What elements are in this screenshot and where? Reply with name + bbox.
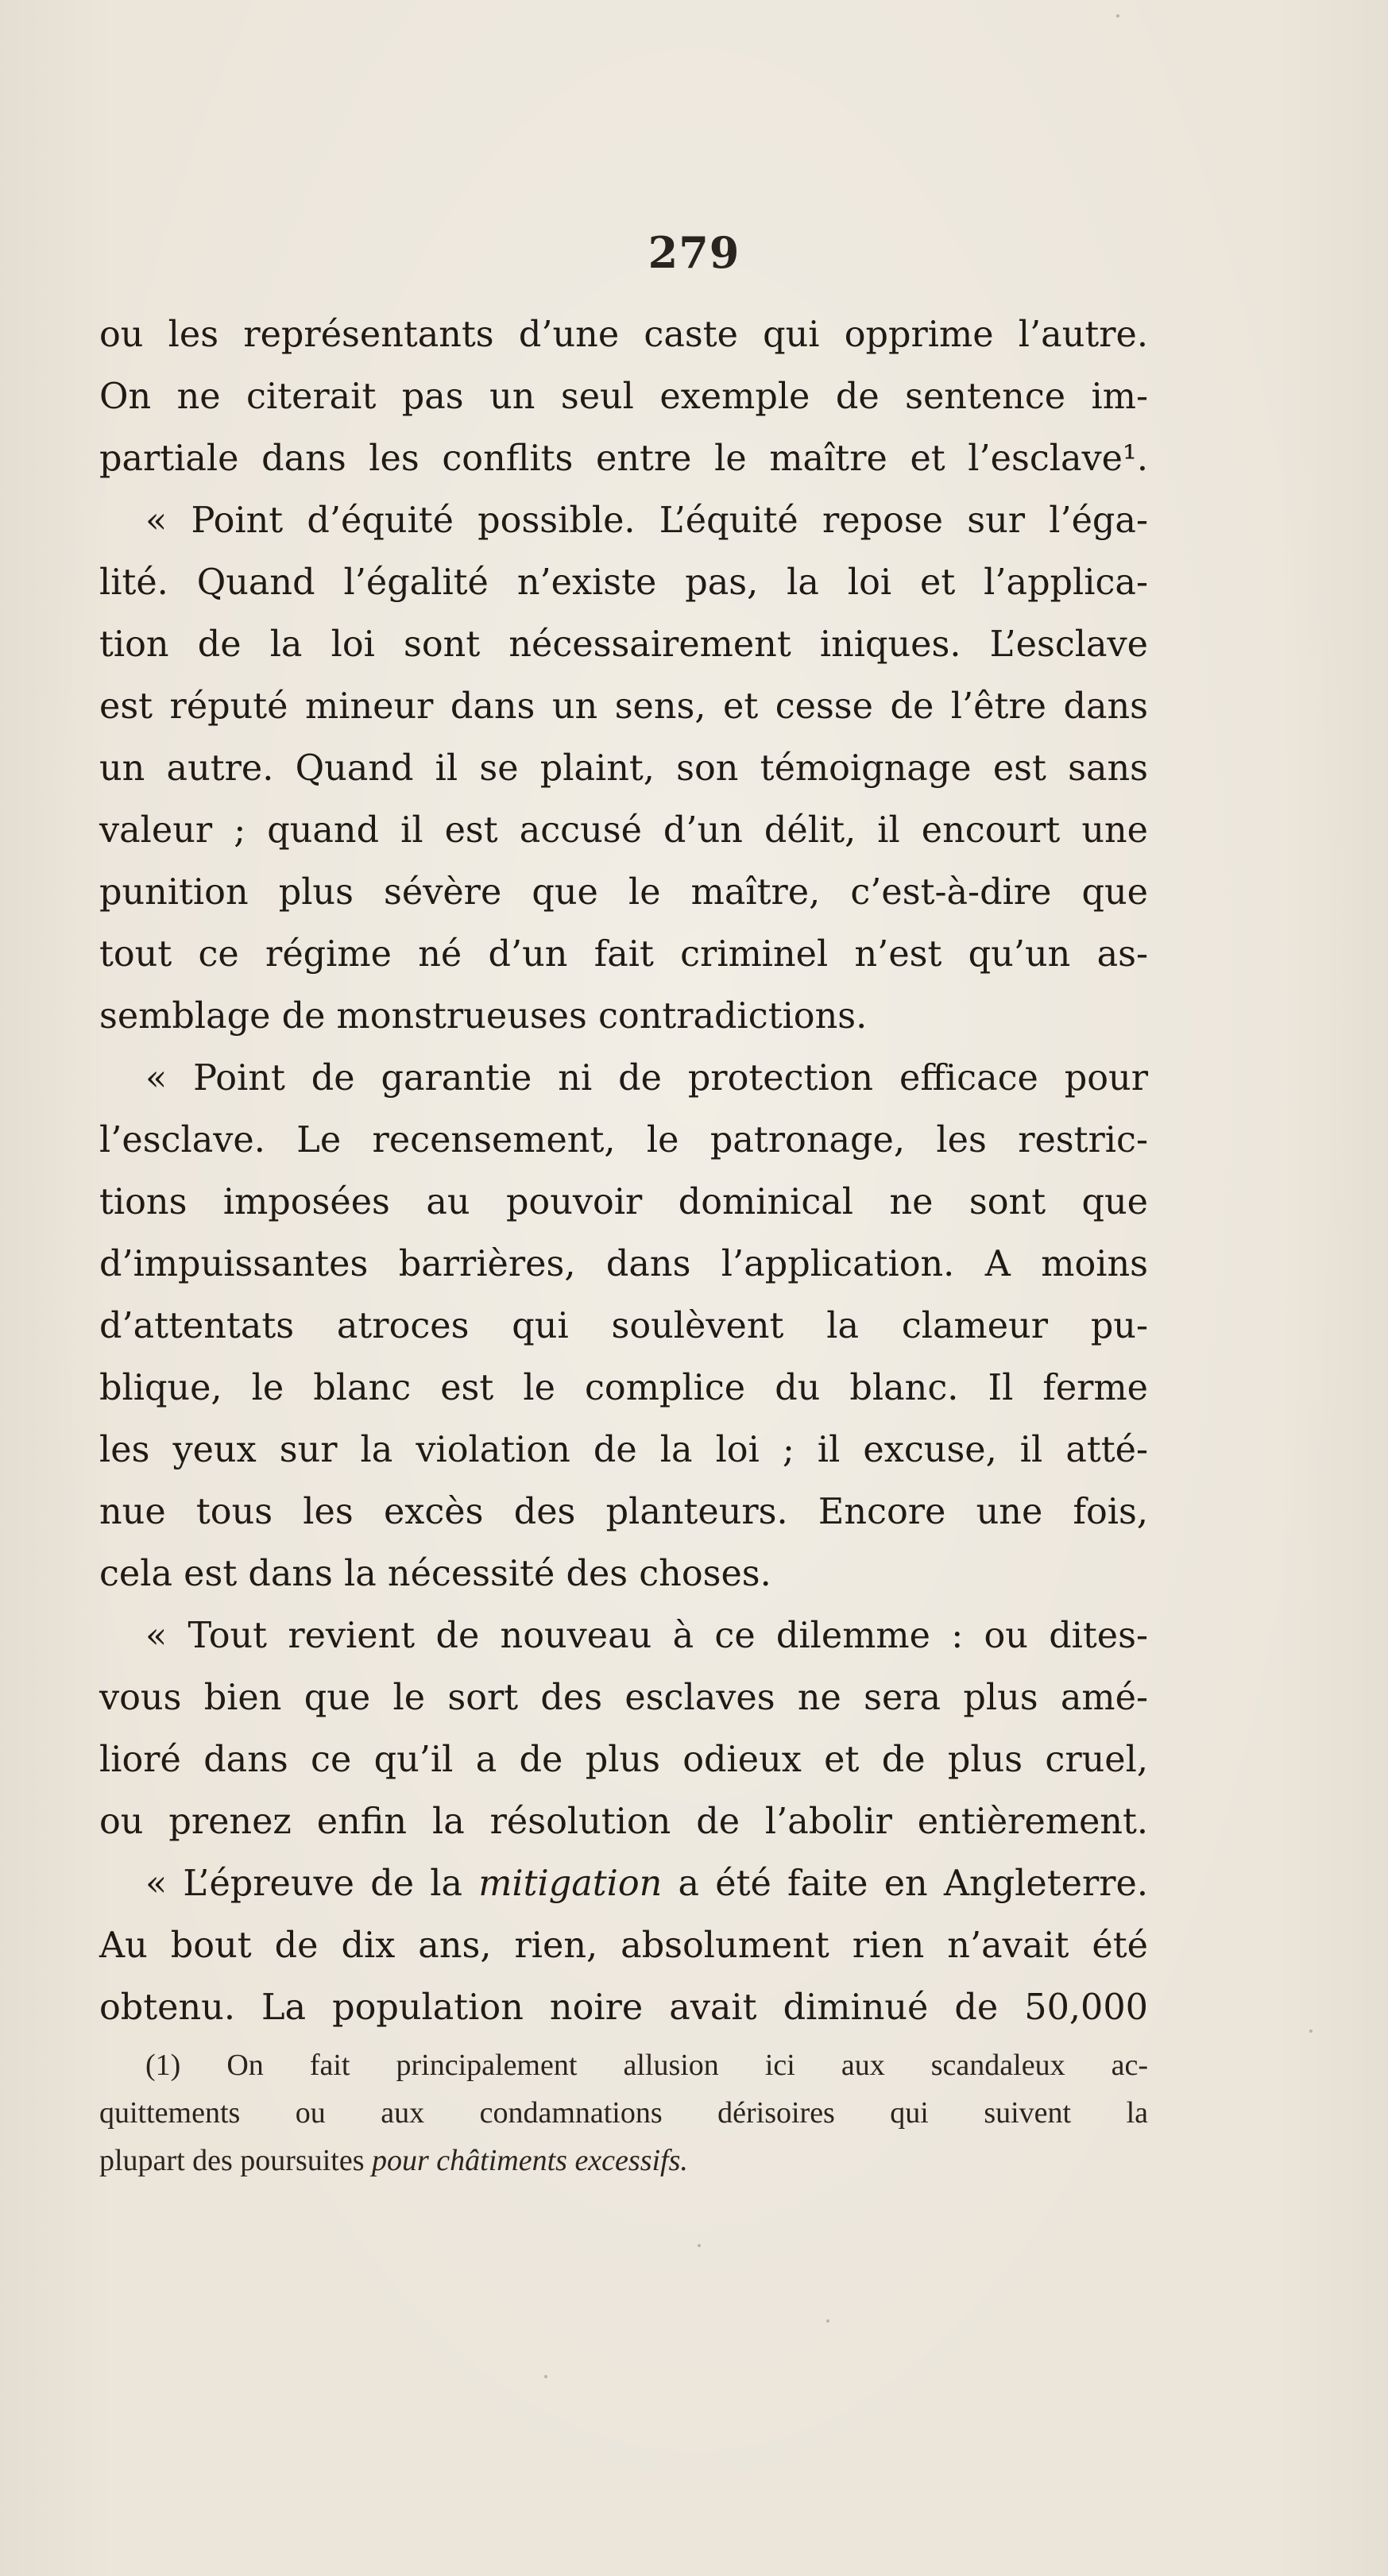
text-line: « Tout revient de nouveau à ce dilemme : ou dites- [145,1616,1148,1656]
text-line: blique, le blanc est le complice du blanc. Il ferme [99,1368,1148,1408]
paper-speck [698,2244,701,2247]
text-line: un autre. Quand il se plaint, son témoignage est sans [99,748,1148,789]
text-line: est réputé mineur dans un sens, et cesse de l’être dans [99,686,1148,727]
text-line: vous bien que le sort des esclaves ne sera plus amé- [99,1678,1148,1718]
text-line: valeur ; quand il est accusé d’un délit, il encourt une [99,810,1148,851]
text-line: ou prenez enfin la résolution de l’abolir entièrement. [99,1802,1148,1842]
text-line: nue tous les excès des planteurs. Encore une fois, [99,1492,1148,1532]
text-line: lité. Quand l’égalité n’existe pas, la loi et l’applica- [99,562,1148,603]
text-line: « Point d’équité possible. L’équité repose sur l’éga- [145,500,1148,541]
text-line: ou les représentants d’une caste qui opprime l’autre. [99,315,1148,355]
footnote-line: (1) On fait principalement allusion ici aux scandaleux ac- [145,2049,1148,2082]
text-line: punition plus sévère que le maître, c’est-à-dire que [99,872,1148,913]
text-line: partiale dans les conflits entre le maître et l’esclave¹. [99,438,1148,479]
text-line: Au bout de dix ans, rien, absolument rien n’avait été [99,1925,1148,1966]
text-line: les yeux sur la violation de la loi ; il excuse, il atté- [99,1430,1148,1470]
text-line: On ne citerait pas un seul exemple de sentence im- [99,377,1148,417]
text-line: semblage de monstrueuses contradictions. [99,996,868,1037]
italic-phrase: pour châtiments excessifs. [372,2144,688,2177]
paper-speck [544,2375,547,2378]
footnote [99,2041,1148,2184]
text-segment: a été faite en Angleterre. [662,1863,1148,1904]
footnote-line: quittements ou aux condamnations dérisoires qui suivent la [99,2096,1148,2130]
paper-speck [1116,14,1119,17]
text-line: l’esclave. Le recensement, le patronage, les restric- [99,1120,1148,1161]
text-line: d’impuissantes barrières, dans l’application. A moins [99,1244,1148,1284]
paper-speck [826,2319,829,2323]
text-line: tions imposées au pouvoir dominical ne sont que [99,1182,1148,1222]
page-number: 279 [648,227,740,278]
text-line: tion de la loi sont nécessairement iniques. L’esclave [99,624,1148,665]
text-line: lioré dans ce qu’il a de plus odieux et de plus cruel, [99,1740,1148,1780]
paper-speck [1309,2030,1313,2033]
text-line: d’attentats atroces qui soulèvent la clameur pu- [99,1306,1148,1346]
footnote-line [99,2137,1148,2184]
text-line: cela est dans la nécessité des choses. [99,1554,771,1594]
text-segment: plupart des poursuites [99,2144,373,2177]
text-line-with-italic [99,1853,1148,1915]
text-line: obtenu. La population noire avait diminué de 50,000 [99,1987,1148,2028]
text-line: tout ce régime né d’un fait criminel n’est qu’un as- [99,934,1148,975]
italic-word: mitigation [478,1863,663,1904]
text-line: « Point de garantie ni de protection efficace pour [145,1058,1148,1099]
body-text [99,304,1148,2039]
text-segment: « L’épreuve de la [145,1863,479,1904]
